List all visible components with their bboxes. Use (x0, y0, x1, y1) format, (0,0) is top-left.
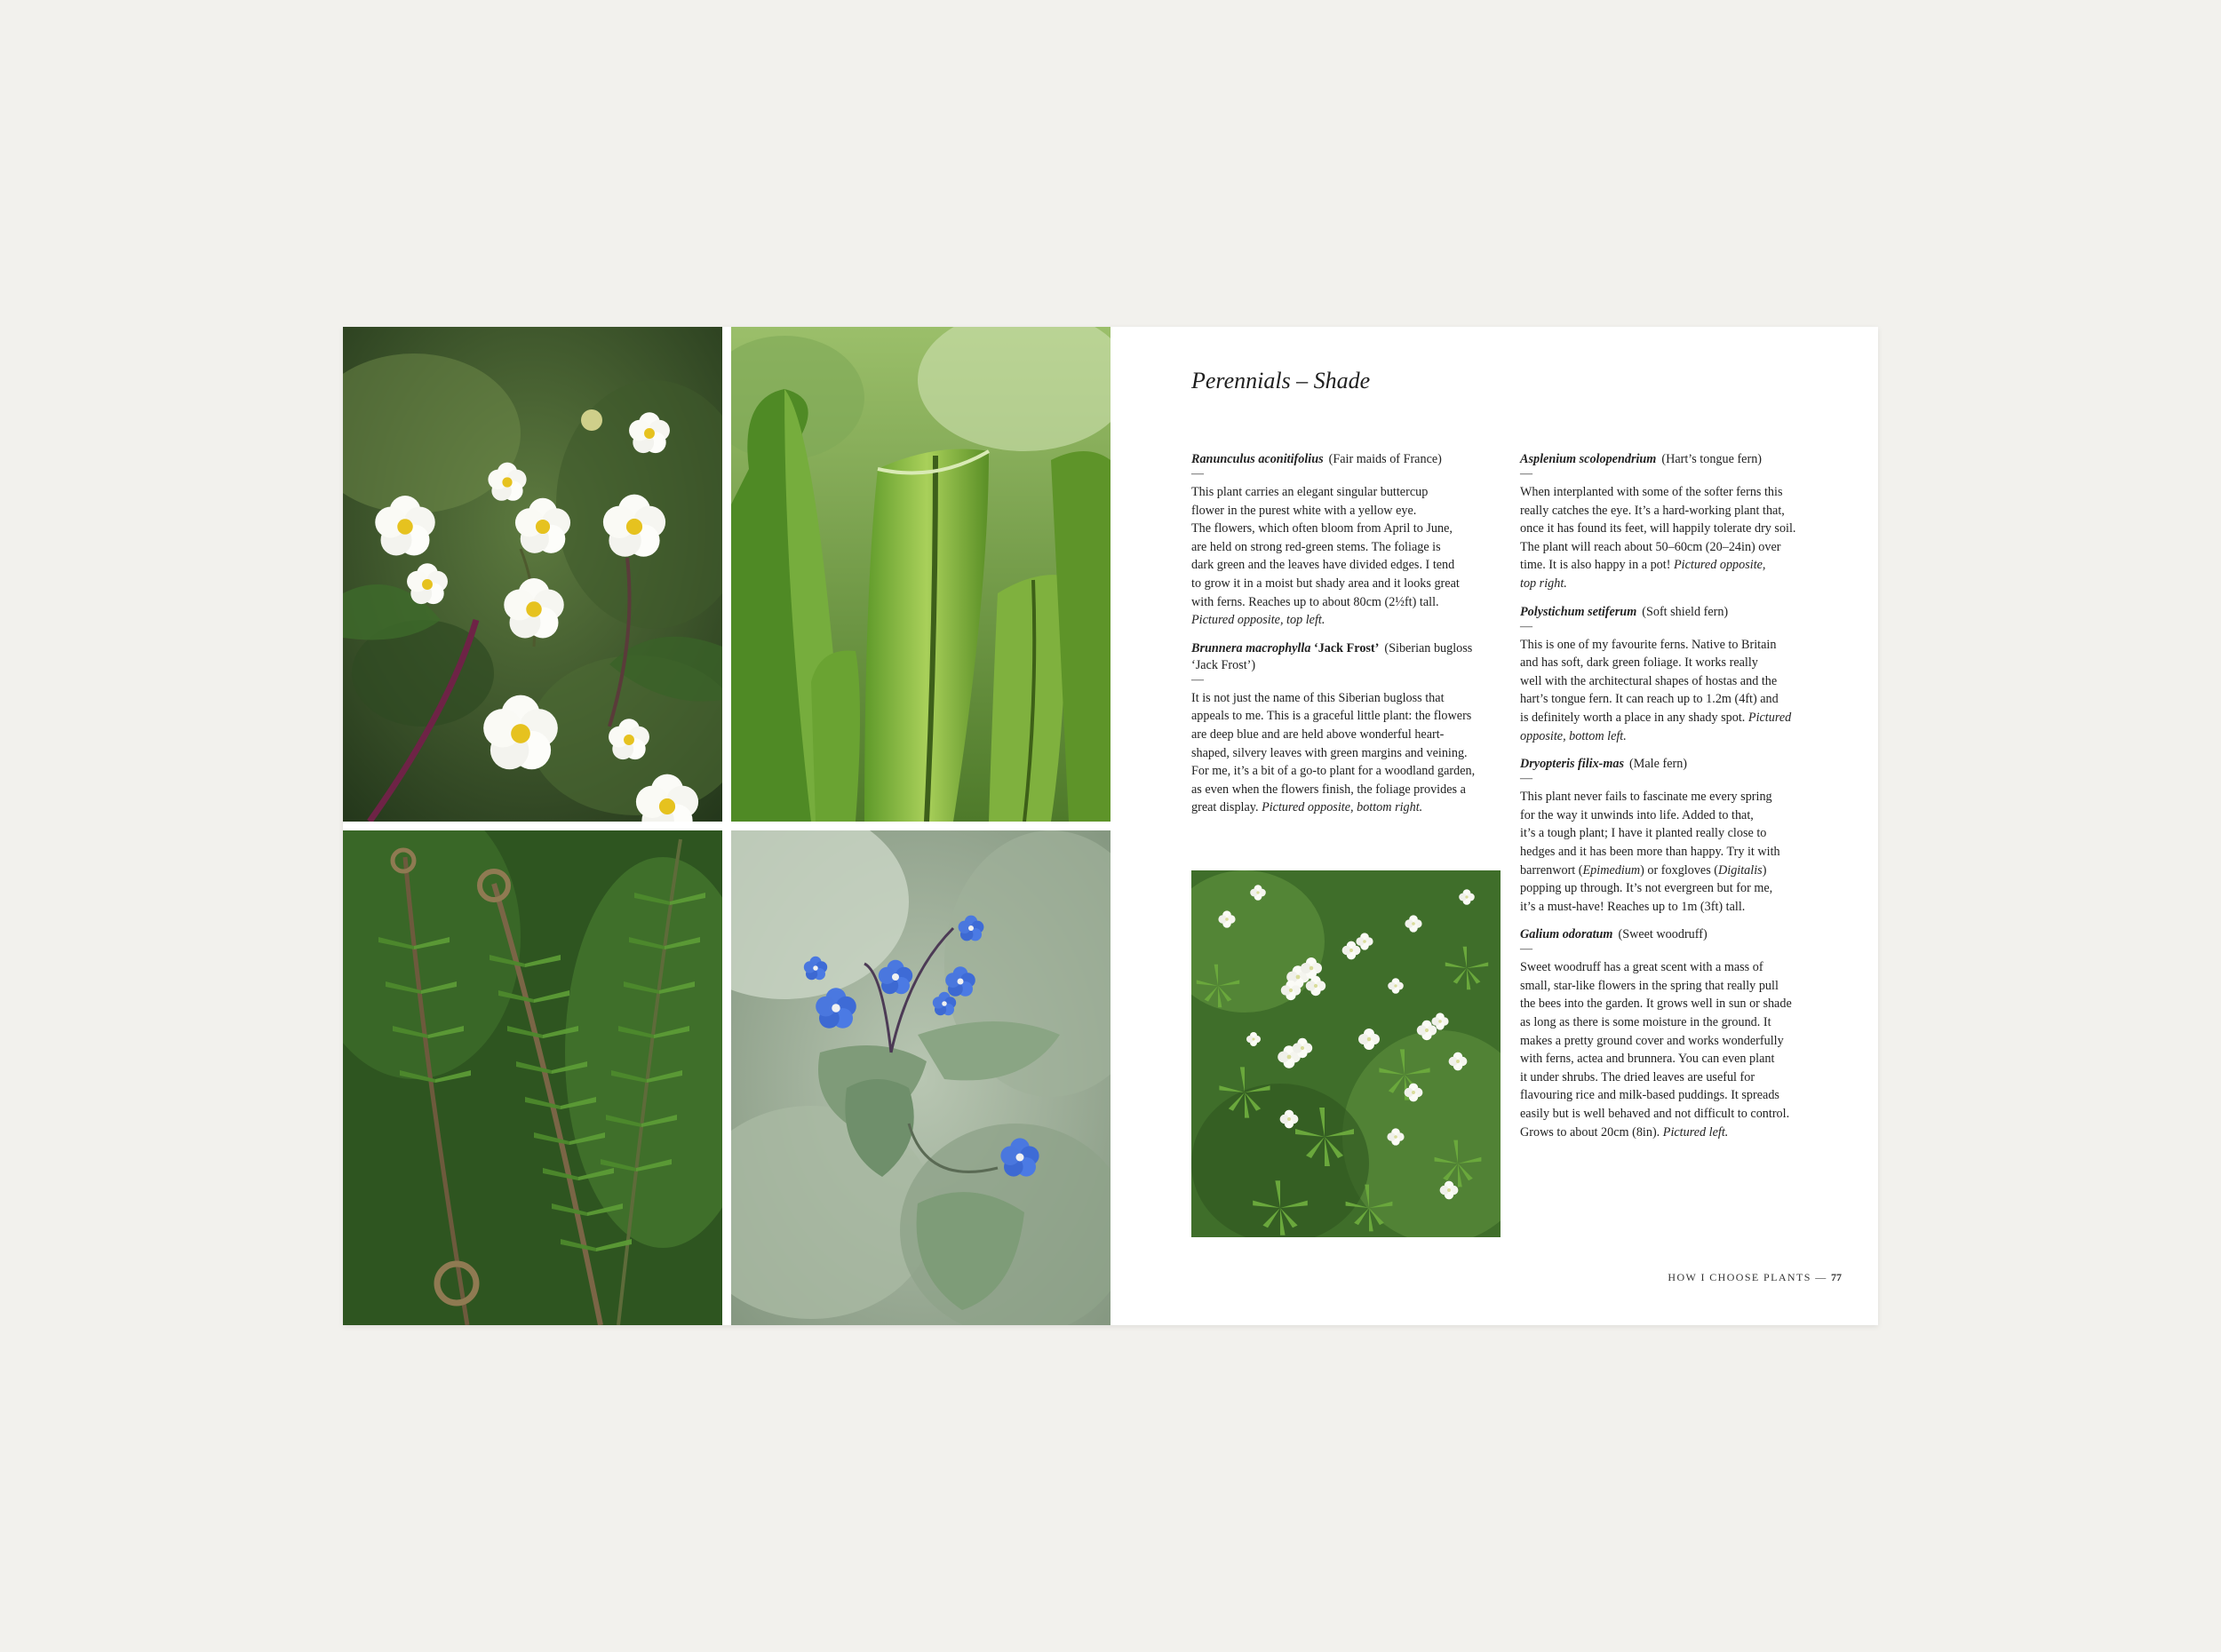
body-text: Grows to about 20cm (8in). (1520, 1124, 1660, 1140)
body-line: hart’s tongue fern. It can reach up to 1.2m (4ft) and (1520, 692, 1779, 707)
common-name: (Male fern) (1629, 757, 1688, 772)
picture-note: Pictured opposite, bottom right. (1262, 800, 1423, 815)
cultivar-name: ‘Jack Frost’ (1313, 640, 1380, 655)
running-footer (1642, 1271, 1842, 1284)
entry-body (1191, 483, 1511, 630)
common-name: (Fair maids of France) (1328, 452, 1442, 466)
entry-body (1520, 958, 1842, 1141)
body-line: The flowers, which often bloom from April to June, (1191, 521, 1453, 536)
latin-name: Asplenium scolopendrium (1520, 452, 1657, 466)
body-text: time. It is also happy in a pot! (1520, 558, 1671, 573)
right-text-column (1520, 451, 1842, 1152)
body-line: flavouring rice and milk-based puddings. It spreads (1520, 1088, 1779, 1103)
genus-italic: Digitalis (1718, 862, 1763, 878)
body-line: shaped, silvery leaves with green margins and veining. (1191, 745, 1468, 760)
body-line: the bees into the garden. It grows well in sun or shade (1520, 997, 1792, 1012)
body-text: is definitely worth a place in any shady spot. (1520, 710, 1746, 725)
body-line (1520, 709, 1842, 727)
entry-divider: — (1191, 672, 1204, 687)
entry-heading (1191, 451, 1511, 468)
common-name: (Sweet woodruff) (1618, 927, 1708, 942)
body-line: for the way it unwinds into life. Added to that, (1520, 807, 1754, 822)
body-text: ) or foxgloves ( (1640, 862, 1719, 878)
body-line: to grow it in a moist but shady area and it looks great (1191, 576, 1460, 591)
common-name: (Soft shield fern) (1642, 604, 1729, 619)
genus-italic: Epimedium (1582, 862, 1641, 878)
body-line: This plant carries an elegant singular buttercup (1191, 485, 1429, 499)
body-line: once it has found its feet, will happily tolerate dry soil. (1520, 521, 1796, 536)
body-line: it’s a tough plant; I have it planted really close to (1520, 826, 1767, 841)
picture-note: Pictured opposite, top left. (1191, 613, 1325, 628)
picture-note: Pictured opposite, (1673, 558, 1766, 573)
body-line: The plant will reach about 50–60cm (20–24in) over (1520, 539, 1781, 554)
body-line: flower in the purest white with a yellow eye. (1191, 503, 1417, 518)
entry-heading (1520, 604, 1842, 621)
body-line: hedges and it has been more than happy. Try it with (1520, 844, 1780, 859)
soft-shield-fern-fronds-photo (343, 830, 722, 1325)
entry-body (1191, 689, 1511, 817)
body-line: as even when the flowers finish, the foliage provides a (1191, 782, 1466, 797)
common-name: (Siberian bugloss (1384, 640, 1473, 655)
common-name: (Hart’s tongue fern) (1661, 452, 1763, 466)
body-line (1520, 862, 1842, 880)
entry-body (1520, 636, 1842, 746)
page-title: Perennials – Shade (1191, 368, 1371, 393)
body-line: This plant never fails to fascinate me every spring (1520, 790, 1772, 805)
body-line: are held on strong red-green stems. The foliage is (1191, 539, 1441, 554)
body-line: with ferns, actea and brunnera. You can even plant (1520, 1052, 1775, 1067)
body-line: It is not just the name of this Siberian bugloss that (1191, 690, 1445, 705)
book-spread (343, 327, 1878, 1325)
body-line: are deep blue and are held above wonderful heart- (1191, 727, 1445, 742)
entry-heading (1520, 451, 1842, 468)
plant-entry (1520, 451, 1842, 593)
plant-entry (1520, 604, 1842, 746)
body-text: great display. (1191, 800, 1259, 815)
picture-note: Pictured left. (1662, 1124, 1729, 1140)
latin-name: Dryopteris filix-mas (1520, 757, 1625, 772)
body-line: easily but is well behaved and not difficult to control. (1520, 1107, 1790, 1122)
body-line: as long as there is some moisture in the ground. It (1520, 1015, 1771, 1030)
entry-divider: — (1520, 772, 1532, 786)
entry-heading (1520, 756, 1842, 773)
latin-name: Ranunculus aconitifolius (1191, 452, 1324, 466)
common-name-cont: ‘Jack Frost’) (1191, 657, 1256, 672)
harts-tongue-fern-photo (731, 327, 1110, 822)
body-line: popping up through. It’s not evergreen but for me, (1520, 881, 1773, 896)
plant-entry (1191, 451, 1511, 630)
brunnera-blue-flowers-photo (731, 830, 1110, 1325)
plant-entry (1520, 926, 1842, 1141)
picture-note: opposite, bottom left. (1520, 728, 1627, 743)
body-text: barrenwort ( (1520, 862, 1583, 878)
body-line: it under shrubs. The dried leaves are useful for (1520, 1069, 1755, 1084)
body-line: dark green and the leaves have divided edges. I tend (1191, 558, 1455, 573)
entry-heading (1191, 640, 1511, 674)
body-line: really catches the eye. It’s a hard-working plant that, (1520, 503, 1785, 518)
picture-note: top right. (1520, 576, 1567, 591)
sweet-woodruff-photo (1191, 870, 1501, 1237)
body-line: and has soft, dark green foliage. It works really (1520, 655, 1758, 671)
entry-heading (1520, 926, 1842, 943)
body-line: appeals to me. This is a graceful little plant: the flowers (1191, 709, 1472, 724)
body-text: ) (1762, 862, 1767, 878)
entry-divider: — (1520, 942, 1532, 957)
entry-divider: — (1520, 467, 1532, 481)
body-line: small, star-like flowers in the spring that really pull (1520, 978, 1779, 993)
page-number: 77 (1831, 1271, 1842, 1283)
body-line (1520, 556, 1842, 575)
plant-entry (1191, 640, 1511, 817)
body-line: it’s a must-have! Reaches up to 1m (3ft) tall. (1520, 899, 1746, 914)
white-buttercup-flowers-photo (343, 327, 722, 822)
body-line (1520, 1124, 1842, 1142)
picture-note: Pictured (1747, 710, 1792, 725)
latin-name: Galium odoratum (1520, 927, 1613, 942)
latin-name: Brunnera macrophylla (1191, 640, 1311, 655)
body-line: This is one of my favourite ferns. Native to Britain (1520, 637, 1777, 652)
entry-divider: — (1191, 467, 1204, 481)
entry-divider: — (1520, 619, 1532, 633)
body-line: with ferns. Reaches up to about 80cm (2½ft) tall. (1191, 594, 1439, 609)
body-line: When interplanted with some of the softer ferns this (1520, 485, 1783, 499)
body-line: For me, it’s a bit of a go-to plant for a woodland garden, (1191, 764, 1476, 779)
latin-name: Polystichum setiferum (1520, 604, 1637, 619)
left-text-column (1191, 451, 1511, 828)
footer-section: HOW I CHOOSE PLANTS — (1668, 1271, 1827, 1283)
body-line: well with the architectural shapes of hostas and the (1520, 673, 1778, 688)
body-line: makes a pretty ground cover and works wonderfully (1520, 1033, 1784, 1048)
body-line (1191, 798, 1511, 817)
body-line: Sweet woodruff has a great scent with a mass of (1520, 960, 1763, 975)
entry-body (1520, 483, 1842, 593)
entry-body (1520, 788, 1842, 916)
plant-entry (1520, 756, 1842, 916)
